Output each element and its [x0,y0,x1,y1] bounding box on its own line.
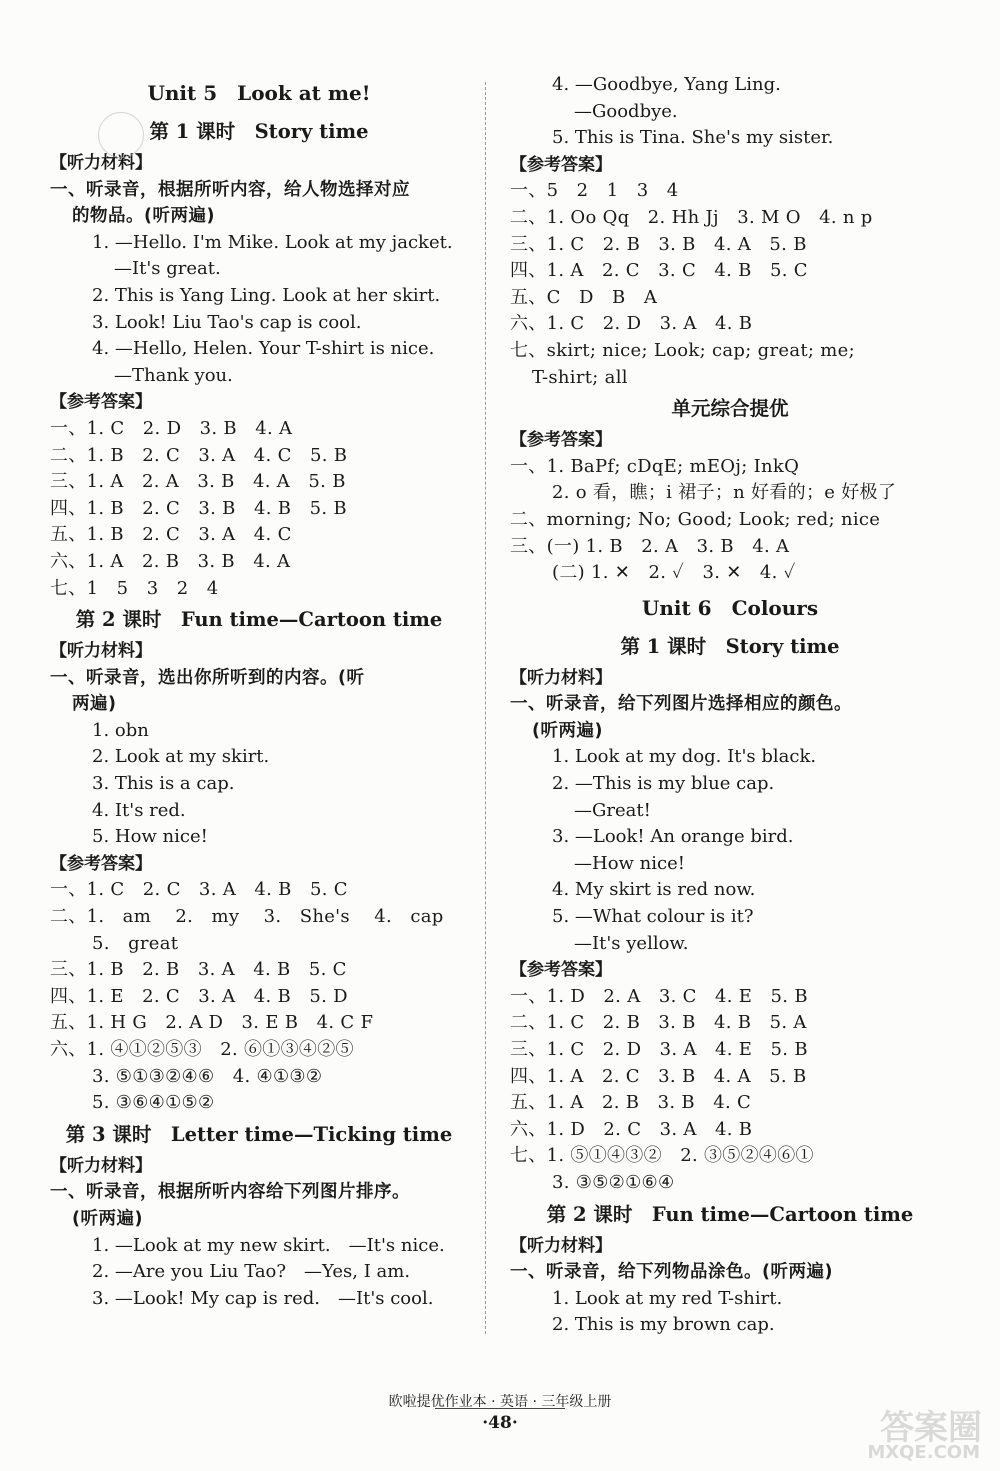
watermark-logo [838,1400,988,1464]
answer-line: 三、1. B 2. B 3. A 4. B 5. C [50,959,347,981]
answer-line: 七、skirt; nice; Look; cap; great; me; [510,339,855,361]
answer-line: 六、1. A 2. B 3. B 4. A [50,550,291,572]
listening-line: 2. —This is my blue cap. [552,773,775,795]
answer-line: 三、1. C 2. D 3. A 4. E 5. B [510,1039,808,1060]
answer-line: 一、1. C 2. C 3. A 4. B 5. C [50,879,348,901]
answer-line: 六、1. D 2. C 3. A 4. B [510,1118,753,1140]
section-tag: 【听力材料】 [50,1155,152,1176]
listening-line: —Thank you. [114,364,233,386]
question-prompt: 一、听录音，根据所听内容给下列图片排序。 [50,1182,410,1203]
listening-line: 1. Look at my dog. It's black. [552,746,817,768]
question-prompt: 两遍) [72,694,117,715]
listening-line: 2. This is Yang Ling. Look at her skirt. [92,284,441,306]
listening-line: 1. —Look at my new skirt. —It's nice. [92,1234,445,1256]
listening-line: 1. —Hello. I'm Mike. Look at my jacket. [92,231,453,253]
listening-line: —Great! [574,799,651,821]
answer-line: 三、1. C 2. B 3. B 4. A 5. B [510,233,807,255]
answer-line: 5. great [92,932,179,954]
listening-line: —It's yellow. [574,932,689,954]
lesson-heading: 第 2 课时 Fun time—Cartoon time [75,608,443,632]
answer-line: 二、1. C 2. B 3. B 4. B 5. A [510,1012,807,1034]
answer-line: 六、1. ④①②⑤③ 2. ⑥①③④②⑤ [50,1039,354,1060]
answer-line: 二、1. am 2. my 3. She's 4. cap [50,906,444,928]
answer-line: 3. ⑤①③②④⑥ 4. ④①③② [92,1065,323,1087]
listening-line: 5. —What colour is it? [552,906,754,928]
answer-line: 五、C D B A [510,286,658,308]
question-prompt: (听两遍) [72,1208,143,1229]
lesson-heading: 第 3 课时 Letter time—Ticking time [65,1122,453,1146]
listening-line: 5. This is Tina. She's my sister. [552,127,834,149]
listening-line: 3. Look! Liu Tao's cap is cool. [92,311,362,333]
column-divider [485,82,486,1334]
lesson-heading: 第 2 课时 Fun time—Cartoon time [546,1202,914,1226]
section-tag: 【参考答案】 [50,392,152,413]
question-prompt: (听两遍) [532,720,603,741]
lesson-heading: 单元综合提优 [671,397,789,421]
listening-line: 4. —Hello, Helen. Your T-shirt is nice. [92,338,435,360]
listening-line: —How nice! [574,852,685,874]
answer-line: (二) 1. ✕ 2. ✓ 3. ✕ 4. ✓ [552,562,796,584]
answer-line: 五、1. H G 2. A D 3. E B 4. C F [50,1012,374,1034]
question-prompt: 一、听录音，给下列物品涂色。(听两遍) [510,1262,833,1283]
section-tag: 【听力材料】 [510,1235,612,1256]
listening-line: 5. How nice! [92,826,208,848]
listening-line: 4. My skirt is red now. [552,879,756,901]
unit-heading: Unit 6 Colours [641,595,819,620]
answer-line: 三、1. A 2. A 3. B 4. A 5. B [50,471,346,493]
question-prompt: 一、听录音，选出你所听到的内容。(听 [50,667,365,688]
page-number: ·48· [482,1413,518,1433]
listening-line: —Goodbye. [574,100,678,122]
question-prompt: 一、听录音，根据所听内容，给人物选择对应 [50,179,410,200]
answer-line: 一、1. D 2. A 3. C 4. E 5. B [510,985,808,1007]
listening-line: 3. This is a cap. [92,773,235,795]
answer-line: 一、1. BaPf; cDqE; mEOj; InkQ [510,455,800,477]
answer-line: 六、1. C 2. D 3. A 4. B [510,313,753,335]
listening-line: —It's great. [114,258,221,280]
answer-line: 五、1. A 2. B 3. B 4. C [510,1092,752,1114]
answer-line: 二、1. Oo Qq 2. Hh Jj 3. M O 4. n p [510,206,873,228]
unit-heading: Unit 5 Look at me! [147,81,371,105]
answer-line: 七、1 5 3 2 4 [50,577,219,599]
listening-line: 2. Look at my skirt. [92,746,270,768]
listening-line: 2. This is my brown cap. [552,1314,775,1336]
section-tag: 【参考答案】 [510,430,612,451]
answer-line: 二、1. B 2. C 3. A 4. C 5. B [50,444,348,466]
question-prompt: 的物品。(听两遍) [72,206,215,227]
section-tag: 【听力材料】 [50,153,152,173]
answer-line: 四、1. A 2. C 3. C 4. B 5. C [510,260,808,282]
answer-line: 一、1. C 2. D 3. B 4. A [50,417,293,439]
answer-line: 四、1. E 2. C 3. A 4. B 5. D [50,985,348,1007]
listening-line: 3. —Look! My cap is red. —It's cool. [92,1287,434,1309]
book-title-footer: 欧啦提优作业本 · 英语 · 三年级上册 [388,1394,612,1410]
listening-line: 1. Look at my red T-shirt. [552,1287,783,1309]
answer-line: T-shirt; all [532,366,628,388]
left-column [50,72,468,1312]
answer-line: 四、1. B 2. C 3. B 4. B 5. B [50,497,347,519]
answer-line: 3. ③⑤②①⑥④ [552,1171,675,1193]
answer-line: 一、5 2 1 3 4 [510,180,679,202]
section-tag: 【参考答案】 [50,853,152,874]
listening-line: 3. —Look! An orange bird. [552,826,794,848]
listening-line: 1. obn [92,719,149,741]
answer-line: 二、morning; No; Good; Look; red; nice [510,508,881,530]
answer-line: 三、(一) 1. B 2. A 3. B 4. A [510,535,790,557]
answer-line: 七、1. ⑤①④③② 2. ③⑤②④⑥① [510,1145,814,1167]
stamp-seal-icon [98,112,144,158]
listening-line: 4. —Goodbye, Yang Ling. [552,74,781,95]
section-tag: 【听力材料】 [50,641,152,662]
lesson-heading: 第 1 课时 Story time [149,120,369,143]
section-tag: 【参考答案】 [510,960,612,981]
section-tag: 【听力材料】 [510,667,612,688]
question-prompt: 一、听录音，给下列图片选择相应的颜色。 [510,694,852,715]
lesson-heading: 第 1 课时 Story time [620,634,840,658]
right-column [510,72,950,1339]
answer-line: 五、1. B 2. C 3. A 4. C [50,524,292,546]
answer-line: 2. o 看，瞧；i 裙子；n 好看的；e 好极了 [552,482,897,504]
watermark-text: 答案圈 [880,1408,982,1448]
watermark-url: MXQE.COM [867,1442,980,1463]
answer-line: 5. ③⑥④①⑤② [92,1092,215,1114]
answer-line: 四、1. A 2. C 3. B 4. A 5. B [510,1065,807,1087]
listening-line: 2. —Are you Liu Tao? —Yes, I am. [92,1261,411,1283]
listening-line: 4. It's red. [92,799,186,821]
section-tag: 【参考答案】 [510,154,612,175]
